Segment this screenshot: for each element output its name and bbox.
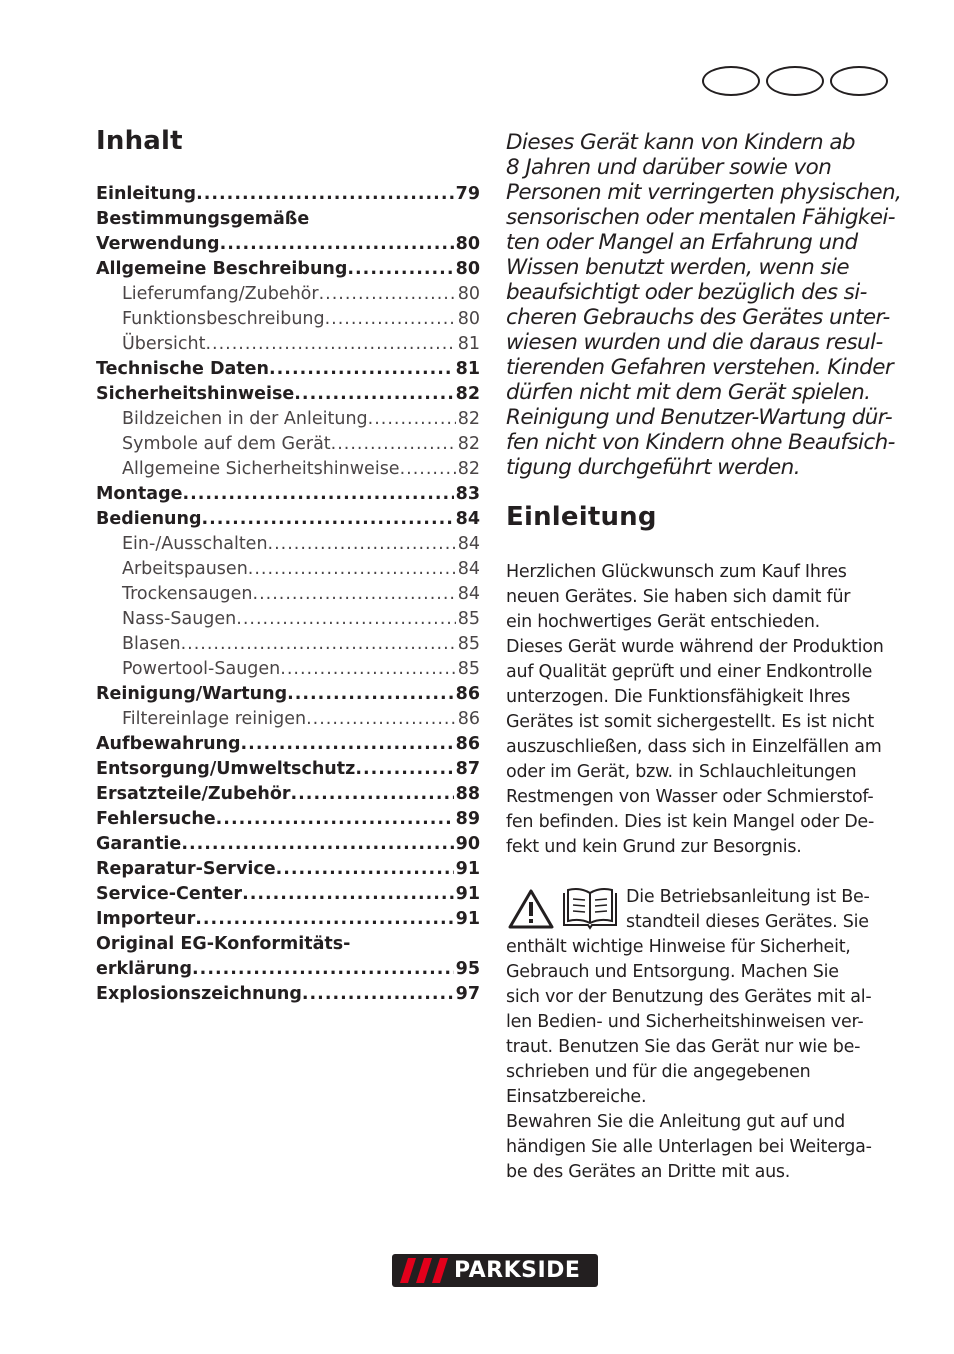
intro-body-line: unterzogen. Die Funktionsfähigkeit Ihres	[506, 687, 851, 707]
toc-entry	[96, 757, 480, 782]
toc-entry-page: 82	[457, 459, 480, 479]
safety-note-line: fen nicht von Kindern ohne Beaufsich-	[506, 430, 895, 455]
toc-entry-page: 90	[455, 834, 480, 854]
toc-entry-page: 97	[455, 984, 480, 1004]
toc-entry-title: Explosionszeichnung	[96, 984, 302, 1004]
notice-line: enthält wichtige Hinweise für Sicherheit,	[506, 937, 851, 957]
toc-entry-page: 86	[457, 709, 480, 729]
toc-entry	[96, 957, 480, 982]
toc-entry-page: 85	[457, 609, 480, 629]
toc-entry-title: Ersatzteile/Zubehör	[96, 784, 291, 804]
toc-leader-dots	[319, 282, 456, 307]
toc-leader-dots	[181, 632, 456, 657]
toc-entry	[96, 407, 480, 432]
safety-note-line: 8 Jahren und darüber sowie von	[506, 155, 832, 180]
safety-note-line: dürfen nicht mit dem Gerät spielen.	[506, 380, 871, 405]
toc-leader-dots	[347, 257, 453, 282]
toc-entry-title: Montage	[96, 484, 183, 504]
toc-entry	[96, 732, 480, 757]
toc-entry	[96, 707, 480, 732]
toc-entry-title: Technische Daten	[96, 359, 270, 379]
toc-leader-dots	[192, 957, 454, 982]
toc-entry-title: Symbole auf dem Gerät	[122, 434, 331, 454]
toc-leader-dots	[182, 482, 453, 507]
toc-entry	[96, 432, 480, 457]
toc-leader-dots	[331, 432, 456, 457]
toc-entry-title: Nass-Saugen	[122, 609, 237, 629]
toc-entry-title: Fehlersuche	[96, 809, 216, 829]
notice-line: schrieben und für die angegebenen	[506, 1062, 811, 1082]
toc-entry-page: 86	[455, 684, 480, 704]
toc-leader-dots	[368, 407, 456, 432]
parkside-logo	[392, 1254, 598, 1287]
intro-body-line: fekt und kein Grund zur Besorgnis.	[506, 837, 802, 857]
toc-entry-title: Funktionsbeschreibung	[122, 309, 325, 329]
toc-entry-page: 80	[455, 234, 480, 254]
toc-leader-dots	[268, 532, 456, 557]
toc-entry-page: 84	[457, 584, 480, 604]
notice-line: sich vor der Benutzung des Gerätes mit al-	[506, 987, 872, 1007]
toc-entry	[96, 932, 480, 957]
toc-entry-page: 80	[457, 309, 480, 329]
safety-note-line: tierenden Gefahren verstehen. Kinder	[506, 355, 894, 380]
safety-note-line: wiesen wurden und die daraus resul-	[506, 330, 883, 355]
toc-entry	[96, 207, 480, 232]
toc-entry-title: Sicherheitshinweise	[96, 384, 295, 404]
safety-note-line: ten oder Mangel an Erfahrung und	[506, 230, 858, 255]
toc-leader-dots	[302, 982, 454, 1007]
toc-leader-dots	[216, 807, 454, 832]
notice-line: Bewahren Sie die Anleitung gut auf und	[506, 1112, 845, 1132]
intro-heading: Einleitung	[506, 502, 657, 532]
toc-entry-title: Bildzeichen in der Anleitung	[122, 409, 368, 429]
notice-line: len Bedien- und Sicherheitshinweisen ver-	[506, 1012, 864, 1032]
toc-entry-title: Original EG-Konformitäts-	[96, 934, 351, 954]
toc-entry-page: 87	[455, 759, 480, 779]
toc-leader-dots	[220, 232, 454, 257]
intro-body-line: auszuschließen, dass sich in Einzelfällen am	[506, 737, 882, 757]
notice-line: händigen Sie alle Unterlagen bei Weiterga-	[506, 1137, 872, 1157]
toc-entry	[96, 182, 480, 207]
toc-heading: Inhalt	[96, 126, 183, 156]
toc-entry-page: 95	[455, 959, 480, 979]
toc-entry-title: Übersicht	[122, 334, 206, 354]
toc-entry-title: Einleitung	[96, 184, 197, 204]
toc-entry	[96, 357, 480, 382]
intro-body-line: Gerätes ist somit sichergestellt. Es ist nicht	[506, 712, 874, 732]
toc-entry-page: 86	[455, 734, 480, 754]
toc-entry-page: 81	[457, 334, 480, 354]
toc-entry-title: Reparatur-Service	[96, 859, 276, 879]
toc-leader-dots	[196, 182, 454, 207]
intro-body-line: neuen Gerätes. Sie haben sich damit für	[506, 587, 851, 607]
safety-note-line: Reinigung und Benutzer-Wartung dür-	[506, 405, 893, 430]
safety-note-line: Wissen benutzt werden, wenn sie	[506, 255, 849, 280]
country-oval-2	[766, 66, 824, 96]
toc-entry-page: 80	[457, 284, 480, 304]
toc-entry	[96, 882, 480, 907]
toc-entry	[96, 782, 480, 807]
toc-leader-dots	[242, 882, 454, 907]
notice-body	[506, 885, 896, 1185]
toc-entry	[96, 807, 480, 832]
toc-entry-page: 82	[457, 434, 480, 454]
toc-entry	[96, 682, 480, 707]
toc-entry-page: 85	[457, 634, 480, 654]
toc-entry-title: Lieferumfang/Zubehör	[122, 284, 319, 304]
toc-entry-page: 81	[455, 359, 480, 379]
toc-leader-dots	[294, 382, 453, 407]
logo-text: PARKSIDE	[454, 1258, 581, 1283]
country-oval-1	[702, 66, 760, 96]
toc-entry-page: 91	[455, 884, 480, 904]
toc-entry	[96, 657, 480, 682]
toc-entry-title: Trockensaugen	[122, 584, 253, 604]
toc-entry	[96, 507, 480, 532]
intro-body-line: Herzlichen Glückwunsch zum Kauf Ihres	[506, 562, 847, 582]
toc-entry-title: Allgemeine Sicherheitshinweise	[122, 459, 400, 479]
notice-line: standteil dieses Gerätes. Sie	[626, 912, 869, 932]
toc-leader-dots	[181, 832, 453, 857]
toc-entry-title: Garantie	[96, 834, 182, 854]
notice-line: Einsatzbereiche.	[506, 1087, 647, 1107]
toc-entry-title: Bestimmungsgemäße	[96, 209, 310, 229]
intro-body-line: fen befinden. Dies ist kein Mangel oder De-	[506, 812, 875, 832]
toc-entry-title: Verwendung	[96, 234, 220, 254]
toc-entry-title: erklärung	[96, 959, 193, 979]
toc-entry	[96, 332, 480, 357]
toc-leader-dots	[280, 657, 455, 682]
toc-leader-dots	[355, 757, 453, 782]
toc-entry-title: Powertool-Saugen	[122, 659, 281, 679]
toc-entry	[96, 907, 480, 932]
notice-line: Die Betriebsanleitung ist Be-	[626, 887, 870, 907]
toc-leader-dots	[205, 332, 455, 357]
toc-entry-title: Blasen	[122, 634, 181, 654]
table-of-contents	[96, 182, 480, 1007]
toc-entry	[96, 532, 480, 557]
toc-entry	[96, 632, 480, 657]
toc-entry-page: 82	[457, 409, 480, 429]
safety-note-line: cheren Gebrauchs des Gerätes unter-	[506, 305, 890, 330]
toc-entry-page: 83	[455, 484, 480, 504]
toc-entry-title: Ein-/Ausschalten	[122, 534, 268, 554]
toc-leader-dots	[241, 732, 454, 757]
toc-entry-page: 91	[455, 909, 480, 929]
toc-leader-dots	[276, 857, 454, 882]
toc-leader-dots	[253, 582, 456, 607]
toc-leader-dots	[202, 507, 454, 532]
safety-note	[506, 130, 902, 480]
toc-leader-dots	[287, 682, 454, 707]
toc-leader-dots	[291, 782, 454, 807]
toc-entry-title: Allgemeine Beschreibung	[96, 259, 348, 279]
toc-entry-title: Filtereinlage reinigen	[122, 709, 307, 729]
safety-note-line: Dieses Gerät kann von Kindern ab	[506, 130, 855, 155]
toc-entry	[96, 457, 480, 482]
country-code-ovals	[702, 66, 892, 100]
toc-leader-dots	[248, 557, 456, 582]
notice-line: be des Gerätes an Dritte mit aus.	[506, 1162, 791, 1182]
toc-entry-page: 85	[457, 659, 480, 679]
toc-entry	[96, 857, 480, 882]
intro-body-line: oder im Gerät, bzw. in Schlauchleitungen	[506, 762, 857, 782]
intro-body-line: Restmengen von Wasser oder Schmierstof-	[506, 787, 874, 807]
toc-entry-page: 88	[455, 784, 480, 804]
intro-body-line: ein hochwertiges Gerät entschieden.	[506, 612, 820, 632]
toc-entry-title: Importeur	[96, 909, 196, 929]
toc-entry	[96, 232, 480, 257]
toc-entry	[96, 307, 480, 332]
toc-leader-dots	[306, 707, 456, 732]
toc-entry-page: 80	[455, 259, 480, 279]
toc-entry	[96, 982, 480, 1007]
toc-entry-page: 84	[457, 559, 480, 579]
toc-entry-title: Arbeitspausen	[122, 559, 248, 579]
toc-entry	[96, 607, 480, 632]
intro-body-line: Dieses Gerät wurde während der Produktion	[506, 637, 884, 657]
logo-slashes-icon	[400, 1258, 452, 1283]
toc-entry	[96, 382, 480, 407]
toc-entry	[96, 282, 480, 307]
toc-entry-title: Entsorgung/Umweltschutz	[96, 759, 356, 779]
intro-body	[506, 560, 896, 860]
toc-entry-title: Aufbewahrung	[96, 734, 241, 754]
intro-body-line: auf Qualität geprüft und einer Endkontrolle	[506, 662, 873, 682]
safety-note-line: Personen mit verringerten physischen,	[506, 180, 902, 205]
toc-entry-page: 82	[455, 384, 480, 404]
toc-entry	[96, 582, 480, 607]
toc-entry	[96, 257, 480, 282]
notice-line: traut. Benutzen Sie das Gerät nur wie be-	[506, 1037, 861, 1057]
toc-entry-page: 84	[457, 534, 480, 554]
toc-entry-page: 84	[455, 509, 480, 529]
toc-entry-page: 89	[455, 809, 480, 829]
safety-note-line: beaufsichtigt oder bezüglich des si-	[506, 280, 867, 305]
toc-entry	[96, 832, 480, 857]
toc-entry-title: Bedienung	[96, 509, 202, 529]
toc-leader-dots	[269, 357, 454, 382]
country-oval-3	[830, 66, 888, 96]
toc-leader-dots	[195, 907, 453, 932]
toc-entry-page: 91	[455, 859, 480, 879]
notice-line: Gebrauch und Entsorgung. Machen Sie	[506, 962, 839, 982]
toc-leader-dots	[236, 607, 455, 632]
toc-leader-dots	[400, 457, 456, 482]
toc-entry-title: Service-Center	[96, 884, 243, 904]
toc-leader-dots	[325, 307, 456, 332]
toc-entry-page: 79	[455, 184, 480, 204]
toc-entry	[96, 482, 480, 507]
toc-entry	[96, 557, 480, 582]
safety-note-line: tigung durchgeführt werden.	[506, 455, 800, 480]
toc-entry-title: Reinigung/Wartung	[96, 684, 288, 704]
safety-note-line: sensorischen oder mentalen Fähigkei-	[506, 205, 895, 230]
